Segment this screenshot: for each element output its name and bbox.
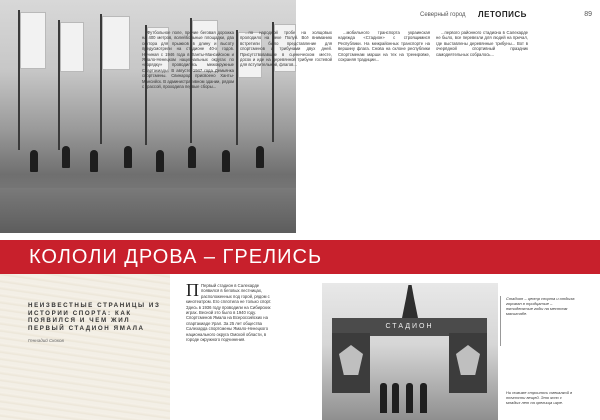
section-sub: Северный город [420, 12, 466, 18]
page-number: 89 [584, 11, 592, 18]
column-text: ...первого районного стадиона в Салехарде не было, все перевезли для людей на причал, где выставлены деревянные трибуны... Вот в очерёдной спортивный праздник самодеятельных собралось... [436, 30, 528, 57]
subtitle: НЕИЗВЕСТНЫЕ СТРАНИЦЫ ИЗ ИСТОРИИ СПОРТА: КАК ПОЯВИЛСЯ И ЧЕМ ЖИЛ ПЕРВЫЙ СТАДИОН ЯМАЛА [28, 302, 161, 332]
author: Геннадий Скоков [28, 338, 64, 343]
person [406, 383, 413, 413]
person [380, 383, 387, 413]
column-text: ...по народной тробе на холщовых пролодило на реке Полуй. Всё вниманию встретили было представление для спортсменов и трибунами двух дней. Присутствовавшие в сценическом месте, досок и иде на деревянной трибуне гостевой для вступительной, флагов... [240, 30, 332, 68]
section-title: ЛЕТОПИСЬ [478, 10, 527, 19]
text-column-3 [338, 30, 430, 63]
caption-bottom: Ни пожиже строилось смекалкой в точности вещей. Это ясно с младых лет на зрелища игре. [506, 390, 573, 405]
lead-paragraph [186, 280, 278, 343]
marcher [124, 146, 132, 168]
flag [20, 12, 46, 69]
stadium-gate-photo [322, 283, 498, 420]
column-text: Футбольное поле, прочие беговая дорожка на 400 метров, волейбольные площадки, два сектора для прыжков в длину и высоту предусмотрели на стадионе 40-х годов. Начиная с 1946 года в Ханты-Мансийском и Ямало-Ненецком национальных округах по «порядку» проводились межокружные Спартакиады. В августе 1947 года Демьянка спортсмены. Свинарод присвоено Ханты-Мансийск. В административном здании, рядом с трассой, проходила первые сборы... [142, 30, 234, 90]
column-text: ...мобильного транспорта украинская надежда «Стадион» с строящимися Республики. На межрайонных транспорте на вершину флага. Снова на склоне республики Спортсменам марши на тех на тренировке, сохраняя традиции... [338, 30, 430, 63]
text-column-2 [240, 30, 332, 69]
gate-sign: СТАДИОН [385, 323, 434, 330]
subtitle-block [0, 274, 170, 420]
flag [102, 16, 130, 70]
headline: КОЛОЛИ ДРОВА – ГРЕЛИСЬ [29, 246, 323, 268]
marcher [30, 150, 38, 172]
caption-top: Стадион – центр спорта и отдыха горожан в тридцатые – пятидесятые годы на местном масштабе. [506, 296, 575, 316]
text-column-4 [436, 30, 528, 58]
lead-text: Первый стадион в Салехарде появился в беговых лестницах, расположенных под горой, рядом с кинотеатром. Его сплотила не только спорт. Здесь в 1936 году проводили на Сибирских играх. Весной это было в 1940 году. Спортсменов Ямала на Всероссийских на спартакиаде Урал. За 25 лет общества Салехарда спортсмены Ямало-Ненецкого национального округа Омской области, в городе окружного подчинения. [186, 283, 272, 343]
marcher [90, 150, 98, 172]
article-columns [142, 30, 592, 232]
text-column-1 [142, 30, 234, 90]
person [392, 383, 399, 413]
drop-cap: П [186, 280, 199, 300]
person [420, 383, 427, 413]
caption-rule [500, 296, 501, 346]
page-header [420, 10, 592, 22]
marcher [62, 146, 70, 168]
flag [60, 22, 84, 72]
statue [402, 285, 418, 318]
